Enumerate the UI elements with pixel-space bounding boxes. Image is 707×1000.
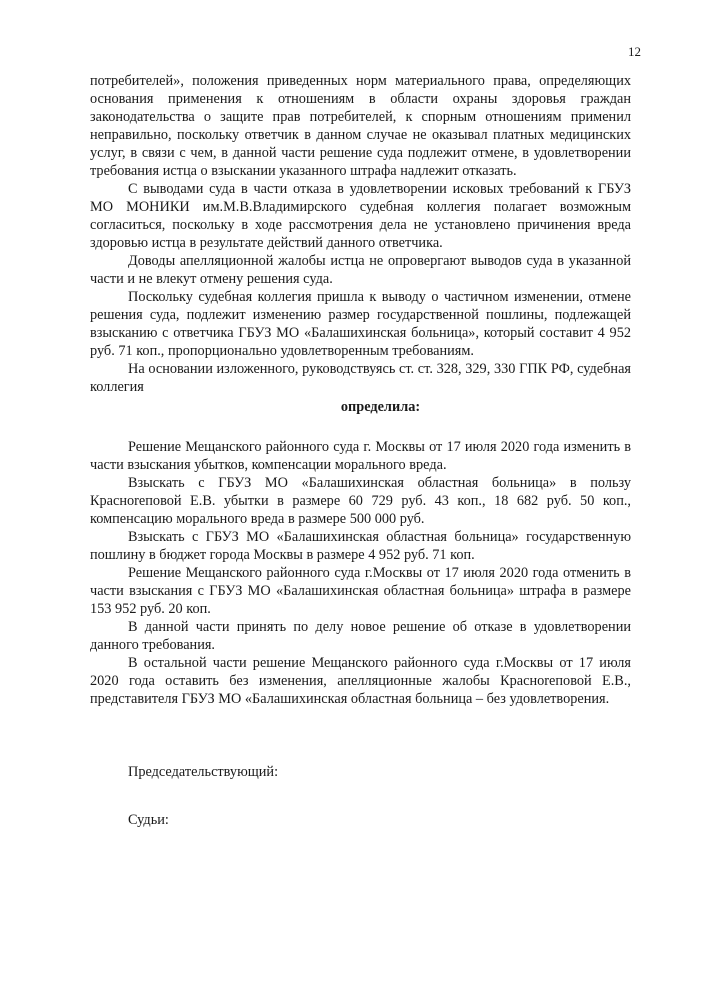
document-body — [90, 72, 631, 708]
paragraph: Доводы апелляционной жалобы истца не опровергают выводов суда в указанной части и не влекут отмену решения суда. — [90, 253, 631, 287]
paragraph: Взыскать с ГБУЗ МО «Балашихинская областная больница» в пользу Красноreповой Е.В. убытки в размере 60 729 руб. 43 коп., 18 682 руб. 50 коп., компенсацию морального вреда в размере 500 000 руб. — [90, 475, 631, 527]
paragraph: Поскольку судебная коллегия пришла к выводу о частичном изменении, отмене решения суда, подлежит изменению размер государственной пошлины, подлежащей взысканию с ответчика ГБУЗ МО «Балашихинская больница», который составит 4 952 руб. 71 коп., пропорционально удовлетворенным требованиям. — [90, 289, 631, 359]
chair-signature-label: Председательствующий: — [128, 764, 279, 780]
paragraph: С выводами суда в части отказа в удовлетворении исковых требований к ГБУЗ МО МОНИКИ им.М.В.Владимирского судебная коллегия полагает возможным согласиться, поскольку в ходе рассмотрения дела не установлено причинения вреда здоровью истца в результате действий данного ответчика. — [90, 181, 631, 251]
paragraph: На основании изложенного, руководствуясь ст. ст. 328, 329, 330 ГПК РФ, судебная коллегия — [90, 361, 631, 395]
judges-signature-label: Судьи: — [128, 812, 169, 828]
resolution-heading: определила: — [340, 399, 421, 415]
page-number: 12 — [628, 44, 641, 59]
paragraph: Взыскать с ГБУЗ МО «Балашихинская областная больница» государственную пошлину в бюджет города Москвы в размере 4 952 руб. 71 коп. — [90, 529, 631, 563]
paragraph: Решение Мещанского районного суда г. Москвы от 17 июля 2020 года изменить в части взыскания убытков, компенсации морального вреда. — [90, 439, 631, 473]
paragraph: потребителей», положения приведенных норм материального права, определяющих основания применения к отношениям в области охраны здоровья граждан законодательства о защите прав потребителей, к спорным отношениям применил неправильно, поскольку ответчик в данном случае не оказывал платных медицинских услуг, в связи с чем, в данной части решение суда подлежит отмене, в удовлетворении требования истца о взыскании указанного штрафа надлежит отказать. — [90, 73, 631, 179]
paragraph: В остальной части решение Мещанского районного суда г.Москвы от 17 июля 2020 года оставить без изменения, апелляционные жалобы Красноreповой Е.В., представителя ГБУЗ МО «Балашихинская областная больница – без удовлетворения. — [90, 655, 631, 707]
paragraph: В данной части принять по делу новое решение об отказе в удовлетворении данного требования. — [90, 619, 631, 653]
paragraph: Решение Мещанского районного суда г.Москвы от 17 июля 2020 года отменить в части взыскания с ГБУЗ МО «Балашихинская областная больница» штрафа в размере 153 952 руб. 20 коп. — [90, 565, 631, 617]
